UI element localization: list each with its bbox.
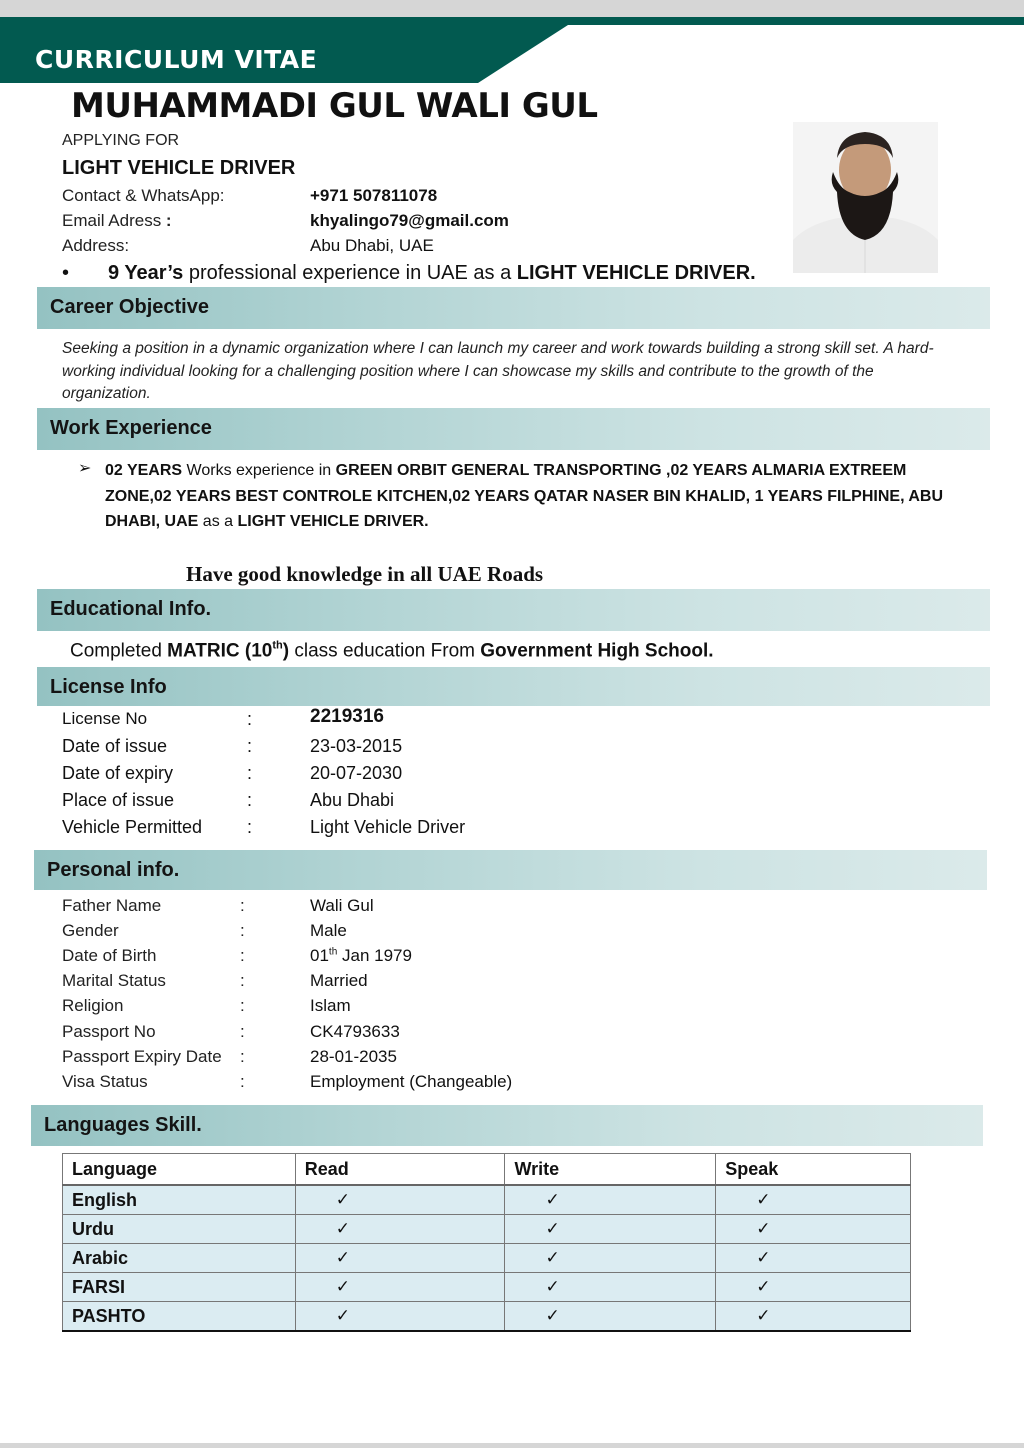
check-icon: ✓: [505, 1302, 716, 1332]
check-icon: ✓: [716, 1302, 911, 1332]
column-header-write: Write: [505, 1154, 716, 1186]
language-name: Urdu: [63, 1215, 296, 1244]
check-icon: ✓: [505, 1244, 716, 1273]
table-row: [63, 1244, 911, 1273]
address-label: Address:: [62, 236, 130, 255]
applying-for-label: APPLYING FOR: [62, 132, 180, 149]
roads-knowledge-note: Have good knowledge in all UAE Roads: [186, 562, 544, 586]
check-icon: ✓: [295, 1215, 505, 1244]
check-icon: ✓: [716, 1273, 911, 1302]
check-icon: ✓: [505, 1215, 716, 1244]
column-header-speak: Speak: [716, 1154, 911, 1186]
column-header-language: Language: [63, 1154, 296, 1186]
check-icon: ✓: [716, 1215, 911, 1244]
section-header-work-experience: Work Experience: [37, 408, 990, 450]
bullet-icon: •: [62, 262, 70, 284]
document-title: CURRICULUM VITAE: [35, 45, 318, 74]
section-header-education: Educational Info.: [37, 589, 990, 631]
section-header-personal: Personal info.: [34, 850, 987, 890]
email-label: Email Adress :: [62, 211, 172, 230]
profile-photo: [793, 122, 938, 273]
language-name: PASHTO: [63, 1302, 296, 1332]
career-objective-text: Seeking a position in a dynamic organization where I can launch my career and work towards building a strong skill set. A hard-working individual looking for a challenging position where I can showcase my skills and contribute to the growth of the organization.: [62, 340, 934, 402]
check-icon: ✓: [295, 1302, 505, 1332]
person-photo-icon: [793, 122, 938, 273]
check-icon: ✓: [716, 1185, 911, 1215]
section-header-languages: Languages Skill.: [31, 1105, 983, 1146]
arrow-bullet-icon: ➢: [78, 460, 92, 477]
page-bottom-border: [0, 1443, 1024, 1448]
contact-label: Contact & WhatsApp:: [62, 186, 225, 205]
work-experience-text: 02 YEARS Works experience in GREEN ORBIT GENERAL TRANSPORTING ,02 YEARS ALMARIA EXTREEM ZONE,02 YEARS BEST CONTROLE KITCHEN,02 YEARS QATAR NASER BIN KHALID, 1 YEARS FILPHINE, ABU DHABI, UAE as a LIGHT VEHICLE DRIVER.: [105, 462, 944, 530]
language-name: Arabic: [63, 1244, 296, 1273]
check-icon: ✓: [295, 1244, 505, 1273]
check-icon: ✓: [505, 1273, 716, 1302]
table-row: [63, 1273, 911, 1302]
check-icon: ✓: [295, 1185, 505, 1215]
table-row: [63, 1215, 911, 1244]
language-name: FARSI: [63, 1273, 296, 1302]
candidate-name: MUHAMMADI GUL WALI GUL: [71, 86, 598, 126]
contact-phone: +971 507811078: [310, 186, 438, 205]
section-header-career-objective: Career Objective: [37, 287, 990, 329]
check-icon: ✓: [505, 1185, 716, 1215]
section-header-license: License Info: [37, 667, 990, 706]
contact-address: Abu Dhabi, UAE: [310, 236, 434, 255]
languages-table: [62, 1153, 911, 1332]
check-icon: ✓: [716, 1244, 911, 1273]
experience-summary: • 9 Year’s professional experience in UAE as a LIGHT VEHICLE DRIVER.: [62, 262, 756, 284]
table-row: [63, 1302, 911, 1332]
table-header-row: [63, 1154, 911, 1186]
check-icon: ✓: [295, 1273, 505, 1302]
contact-email: khyalingo79@gmail.com: [310, 211, 509, 230]
page-top-border: [0, 0, 1024, 17]
table-row: [63, 1185, 911, 1215]
education-text: Completed MATRIC (10th) class education From Government High School.: [70, 640, 714, 662]
language-name: English: [63, 1185, 296, 1215]
applied-position: LIGHT VEHICLE DRIVER: [62, 157, 296, 179]
column-header-read: Read: [295, 1154, 505, 1186]
